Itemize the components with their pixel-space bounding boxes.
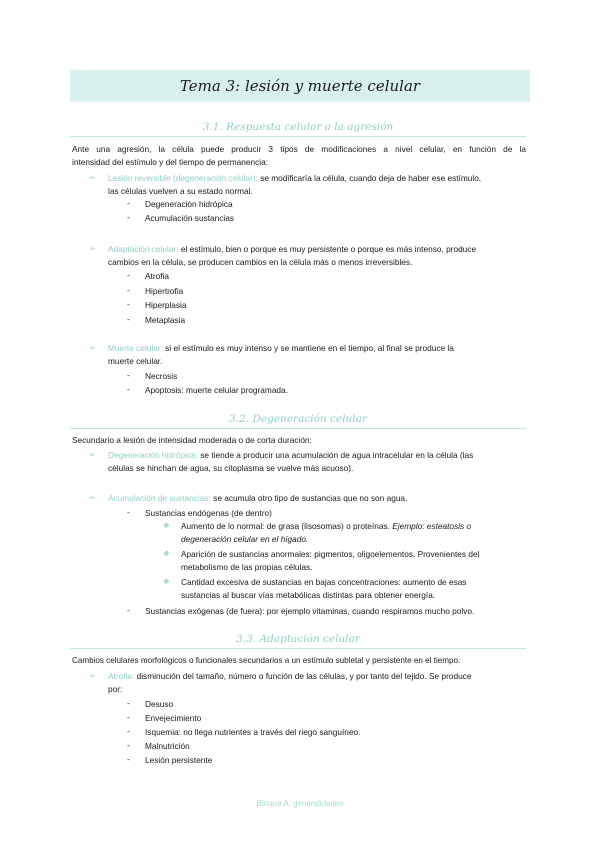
section-heading-3-3: 3.3. Adaptación celular: [70, 633, 526, 649]
list-item: Acumulación sustancias: [145, 213, 235, 223]
s1-bullet1-line2: las células vuelven a su estado normal.: [108, 186, 253, 196]
section-heading-3-1: 3.1. Respuesta celular a la agresión: [70, 121, 526, 137]
page-title: Tema 3: lesión y muerte celular: [179, 77, 421, 95]
diamond-bullet-icon: ❖: [163, 577, 170, 586]
s1-bullet3-line1: Muerte celular: si el estímulo es muy intenso y se mantiene en el tiempo, al final se produce la: [108, 343, 454, 353]
list-item: Hiperplasia: [145, 300, 187, 310]
s1-bullet2-line1: Adaptación celular: el estímulo, bien o porque es muy persistente o porque es más intenso, produce: [108, 244, 477, 254]
list-item: Necrosis: [145, 371, 178, 381]
page-footer: Bloque A: generalidades: [256, 799, 344, 808]
s1-bullet1-line1: Lesión reversible (degeneración celular): se modificaría la célula, cuando deja de haber ese estímulo,: [108, 173, 482, 183]
dash-bullet: -: [127, 698, 130, 708]
s1-bullet3-line2: muerte celular.: [108, 356, 163, 366]
dash-bullet: -: [127, 384, 130, 394]
arrow-bullet-icon: ➢: [89, 173, 96, 182]
dash-bullet: -: [127, 370, 130, 380]
dash-bullet: -: [127, 314, 130, 324]
sub-item-3-line2: sustancias al buscar vías metabólicas distintas para obtener energía.: [181, 590, 436, 600]
dash-bullet: -: [127, 740, 130, 750]
exogenous-substances: Sustancias exógenas (de fuera): por ejemplo vitaminas, cuando respiramos mucho polvo.: [145, 606, 475, 616]
arrow-bullet-icon: ➢: [89, 244, 96, 253]
s2-bullet1-line1: Degeneración hidrópica: se tiende a producir una acumulación de agua intracelular en la célula (las: [108, 450, 474, 460]
dash-bullet: -: [127, 285, 130, 295]
list-item: Desuso: [145, 699, 174, 709]
s1-intro-line2: intensidad del estímulo y del tiempo de permanencia:: [72, 157, 269, 167]
sub-item-2-line1: Aparición de sustancias anormales: pigmentos, oligoelementos. Provenientes del: [181, 549, 480, 559]
arrow-bullet-icon: ➢: [89, 343, 96, 352]
dash-bullet: -: [127, 212, 130, 222]
s2-bullet1-line2: células se hinchan de agua, su citoplasma se vuelve más acuoso).: [108, 463, 354, 473]
s3-intro: Cambios celulares morfológicos o funcionales secundarios a un estímulo subletal y persistente en el tiempo.: [72, 656, 461, 665]
arrow-bullet-icon: ➢: [89, 450, 96, 459]
diamond-bullet-icon: ❖: [163, 549, 170, 558]
dash-bullet: -: [127, 198, 130, 208]
dash-bullet: -: [127, 605, 130, 615]
list-item: Malnutrición: [145, 741, 190, 751]
s1-intro-line1: Ante una agresión, la célula puede producir 3 tipos de modificaciones a nivel celular, en función de la: [72, 144, 526, 154]
dash-bullet: -: [127, 507, 130, 517]
list-item: Degeneración hidrópica: [145, 199, 233, 209]
sub-item-1-line2: degeneración celular en el hígado.: [181, 534, 309, 544]
dash-bullet: -: [127, 712, 130, 722]
list-item: Metaplasia: [145, 315, 186, 325]
s1-bullet2-line2: cambios en la célula, se producen cambios en la célula más o menos irreversibles.: [108, 257, 413, 267]
list-item: Atrofia: [145, 271, 169, 281]
arrow-bullet-icon: ➢: [89, 671, 96, 680]
dash-bullet: -: [127, 754, 130, 764]
s2-intro: Secundario a lesión de intensidad moderada o de corta duración:: [72, 435, 312, 445]
list-item: Hipertrofia: [145, 286, 184, 296]
s3-bullet1-line2: por:: [108, 684, 123, 694]
dash-bullet: -: [127, 299, 130, 309]
list-item: Envejecimiento: [145, 713, 202, 723]
dash-bullet: -: [127, 270, 130, 280]
section-heading-3-2: 3.2. Degeneración celular: [70, 413, 526, 429]
sub-item-3-line1: Cantidad excesiva de sustancias en bajas concentraciones: aumento de esas: [181, 577, 467, 587]
list-item: Isquemia: no llega nutrientes a través del riego sanguíneo.: [145, 727, 361, 737]
arrow-bullet-icon: ➢: [89, 493, 96, 502]
endogenous-substances: Sustancias endógenas (de dentro): [145, 508, 272, 518]
sub-item-1-line1: Aumento de lo normal: de grasa (lisosomas) o proteínas. Ejemplo: esteatosis o: [181, 521, 472, 531]
s2-bullet2-line1: Acumulación de sustancias: se acumula otro tipo de sustancias que no son agua.: [108, 493, 408, 503]
list-item: Lesión persistente: [145, 755, 213, 765]
title-band: [70, 70, 530, 102]
dash-bullet: -: [127, 726, 130, 736]
sub-item-2-line2: metabolismo de las propias células.: [181, 562, 313, 572]
s3-bullet1-line1: Atrofia: disminución del tamaño, número o función de las células, y por tanto del tejido. Se produce: [108, 671, 472, 681]
diamond-bullet-icon: ❖: [163, 521, 170, 530]
list-item: Apoptosis: muerte celular programada.: [145, 385, 288, 395]
